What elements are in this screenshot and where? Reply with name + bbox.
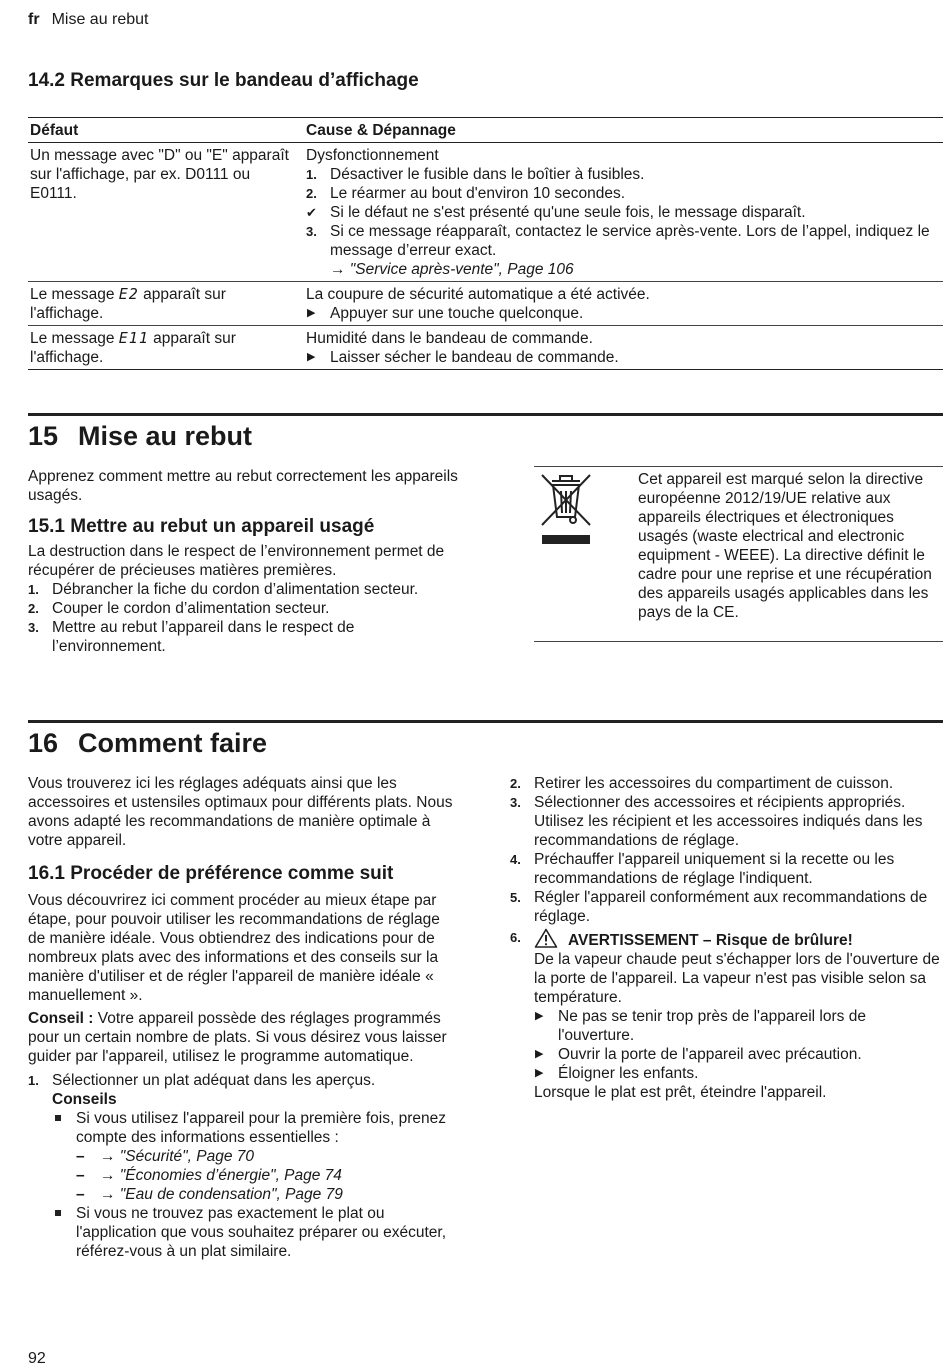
chapter-number: 16 (28, 728, 59, 758)
chapter-15-title (28, 420, 252, 452)
step-text: Mettre au rebut l’appareil dans le respect de l’environnement. (52, 619, 355, 655)
tip-text: Si vous utilisez l'appareil pour la première fois, prenez compte des informations essentielles : (76, 1110, 446, 1146)
fault-text: Le message (30, 330, 115, 347)
step-text: Si ce message réapparaît, contactez le service après-vente. Lors de l’appel, indiquez le message d’erreur exact. (330, 223, 930, 259)
column-header-fault: Défaut (28, 118, 304, 143)
cause-cell (304, 326, 943, 370)
warning-action: Ouvrir la porte de l'appareil avec précaution. (558, 1046, 862, 1063)
step-text: Le réarmer au bout d'environ 10 secondes. (330, 185, 626, 202)
table-row (28, 143, 943, 282)
final-step-text: Lorsque le plat est prêt, éteindre l'appareil. (534, 1084, 827, 1101)
chapter-title: Comment faire (78, 728, 268, 758)
section-16-left-column (28, 774, 460, 1261)
section-14-2-title: 14.2 Remarques sur le bandeau d’affichage (28, 70, 419, 91)
cause-text: Humidité dans le bandeau de commande. (306, 330, 593, 347)
list-item (52, 1109, 460, 1204)
references-list (76, 1147, 460, 1204)
step-number: 2. (510, 776, 521, 791)
running-header (28, 10, 149, 29)
tip-text: Votre appareil possède des réglages programmés pour un certain nombre de plats. Si vous désirez vous laisser guider par l'appareil, utilisez le programme automatique. (28, 1010, 447, 1065)
page-number: 92 (28, 1350, 46, 1367)
step-number: 4. (510, 852, 521, 867)
triangle-bullet-icon: ▶ (307, 307, 316, 319)
fault-cell (28, 326, 304, 370)
step-text: Préchauffer l'appareil uniquement si la recette ou les recommandations de réglage l'indiquent. (534, 851, 895, 887)
language-code: fr (28, 11, 40, 28)
checkmark-icon: ✔ (306, 205, 317, 220)
step-number: 1. (28, 582, 39, 597)
step-text: Sélectionner des accessoires et récipients appropriés. (534, 794, 906, 811)
action-text: Laisser sécher le bandeau de commande. (330, 349, 619, 366)
section-16-right-column (510, 774, 943, 1102)
cross-reference-link[interactable]: → "Service après-vente", Page 106 (330, 261, 574, 278)
list-item (510, 793, 943, 850)
cross-reference-link[interactable]: → "Eau de condensation", Page 79 (100, 1186, 343, 1203)
tip-label: Conseil : (28, 1010, 94, 1027)
list-item (28, 599, 458, 618)
triangle-bullet-icon: ▶ (307, 351, 316, 363)
list-item (510, 888, 943, 926)
list-item (28, 580, 458, 599)
step-text: Retirer les accessoires du compartiment de cuisson. (534, 775, 894, 792)
step-number: 3. (510, 795, 521, 810)
square-bullet-icon (55, 1115, 61, 1121)
weee-notice-box (534, 466, 943, 642)
list-item (510, 928, 943, 1102)
display-code: E11 (118, 329, 149, 347)
body-paragraph: La destruction dans le respect de l’environnement permet de récupérer de précieuses matières premières. (28, 543, 445, 579)
fault-cell: Un message avec "D" ou "E" apparaît sur l'affichage, par ex. D0111 ou E0111. (28, 143, 304, 282)
cause-cell (304, 143, 943, 282)
warning-text: De la vapeur chaude peut s'échapper lors de l'ouverture de la porte de l'appareil. La vapeur n'est pas visible selon sa température. (534, 951, 940, 1006)
cause-cell (304, 282, 943, 326)
step-number: 6. (510, 930, 521, 945)
cross-reference-link[interactable]: → "Sécurité", Page 70 (100, 1148, 255, 1165)
chapter-number: 15 (28, 421, 59, 451)
list-item (306, 184, 941, 203)
table-row (28, 326, 943, 370)
fault-cell (28, 282, 304, 326)
warning-action: Éloigner les enfants. (558, 1065, 699, 1082)
triangle-bullet-icon: ▶ (535, 1010, 544, 1022)
list-item (510, 774, 943, 793)
warning-triangle-icon (534, 928, 558, 948)
tip-paragraph (28, 1009, 460, 1066)
chapter-divider (28, 413, 943, 416)
fault-text: apparaît sur l'affichage. (30, 330, 236, 366)
list-item (306, 348, 941, 367)
tips-label: Conseils (52, 1091, 117, 1108)
result-text: Si le défaut ne s'est présenté qu'une seule fois, le message disparaît. (330, 204, 806, 221)
step-text: Sélectionner un plat adéquat dans les aperçus. (52, 1072, 376, 1089)
tips-list (52, 1109, 460, 1261)
table-header-row (28, 118, 943, 143)
display-code: E2 (118, 285, 139, 303)
triangle-bullet-icon: ▶ (535, 1048, 544, 1060)
list-item (534, 1045, 943, 1064)
tip-text: Si vous ne trouvez pas exactement le plat ou l'application que vous souhaitez préparer ou exécuter, référez-vous à un plat similaire. (76, 1205, 447, 1260)
step-text: Régler l'appareil conformément aux recommandations de réglage. (534, 889, 928, 925)
step-number: 2. (306, 186, 317, 201)
step-number: 3. (28, 620, 39, 635)
list-item (510, 850, 943, 888)
section-15-left-column (28, 467, 458, 656)
section-15-1-title: 15.1 Mettre au rebut un appareil usagé (28, 516, 375, 537)
table-row (28, 282, 943, 326)
step-number: 3. (306, 224, 317, 239)
cross-reference-link[interactable]: → "Économies d’énergie", Page 74 (100, 1167, 342, 1184)
step-number: 1. (28, 1073, 39, 1088)
list-item (76, 1166, 460, 1185)
step-text: Débrancher la fiche du cordon d’alimentation secteur. (52, 581, 419, 598)
step-number: 5. (510, 890, 521, 905)
step-note: Utilisez les récipient et les accessoires indiqués dans les recommandations de réglage. (534, 813, 923, 849)
crossed-out-wheelie-bin-icon (538, 471, 594, 547)
dash-bullet: – (76, 1148, 85, 1165)
running-header-title: Mise au rebut (51, 11, 149, 28)
fault-text: apparaît sur l'affichage. (30, 286, 226, 322)
dash-bullet: – (76, 1186, 85, 1203)
list-item (28, 1071, 460, 1261)
list-item (534, 1064, 943, 1083)
step-text: Désactiver le fusible dans le boîtier à fusibles. (330, 166, 645, 183)
list-item (306, 165, 941, 184)
step-number: 2. (28, 601, 39, 616)
step-number: 1. (306, 167, 317, 182)
weee-notice-text: Cet appareil est marqué selon la directive européenne 2012/19/UE relative aux appareils électriques et électroniques usagés (waste electrical and electronic equipment - WEEE). La directive définit le cadre pour une reprise et une récupération des appareils usagés applicables dans les pays de la CE. (638, 471, 932, 621)
list-item (76, 1185, 460, 1204)
square-bullet-icon (55, 1210, 61, 1216)
dash-bullet: – (76, 1167, 85, 1184)
step-text: Couper le cordon d’alimentation secteur. (52, 600, 330, 617)
section-16-1-title: 16.1 Procéder de préférence comme suit (28, 863, 394, 884)
chapter-divider (28, 720, 943, 723)
body-paragraph: Vous découvrirez ici comment procéder au mieux étape par étape, pour pouvoir utiliser les recommandations de réglage de manière idéale. Vous obtiendrez des indications pour de nombreux plats avec des informations et des conseils sur la manière d'utiliser et de régler l'appareil de manière idéale « manuellement ». (28, 892, 440, 1004)
list-item (52, 1204, 460, 1261)
list-item (534, 1007, 943, 1045)
list-item (306, 304, 941, 323)
warning-heading (534, 928, 943, 950)
cause-text: Dysfonctionnement (306, 147, 439, 164)
list-item (306, 222, 941, 279)
triangle-bullet-icon: ▶ (535, 1067, 544, 1079)
list-item (28, 618, 458, 656)
intro-paragraph: Vous trouverez ici les réglages adéquats ainsi que les accessoires et ustensiles optimaux pour différents plats. Nous avons adapté les recommandations de manière optimale à votre appareil. (28, 775, 453, 849)
chapter-16-title (28, 727, 267, 759)
column-header-cause: Cause & Dépannage (304, 118, 943, 143)
fault-text: Le message (30, 286, 115, 303)
chapter-title: Mise au rebut (78, 421, 253, 451)
warning-title: AVERTISSEMENT – Risque de brûlure! (568, 932, 853, 949)
action-text: Appuyer sur une touche quelconque. (330, 305, 584, 322)
warning-action: Ne pas se tenir trop près de l'appareil lors de l'ouverture. (558, 1008, 866, 1044)
display-messages-table (28, 117, 943, 370)
list-item (76, 1147, 460, 1166)
cause-text: La coupure de sécurité automatique a été activée. (306, 286, 650, 303)
list-item (306, 203, 941, 222)
intro-paragraph: Apprenez comment mettre au rebut correctement les appareils usagés. (28, 468, 458, 504)
